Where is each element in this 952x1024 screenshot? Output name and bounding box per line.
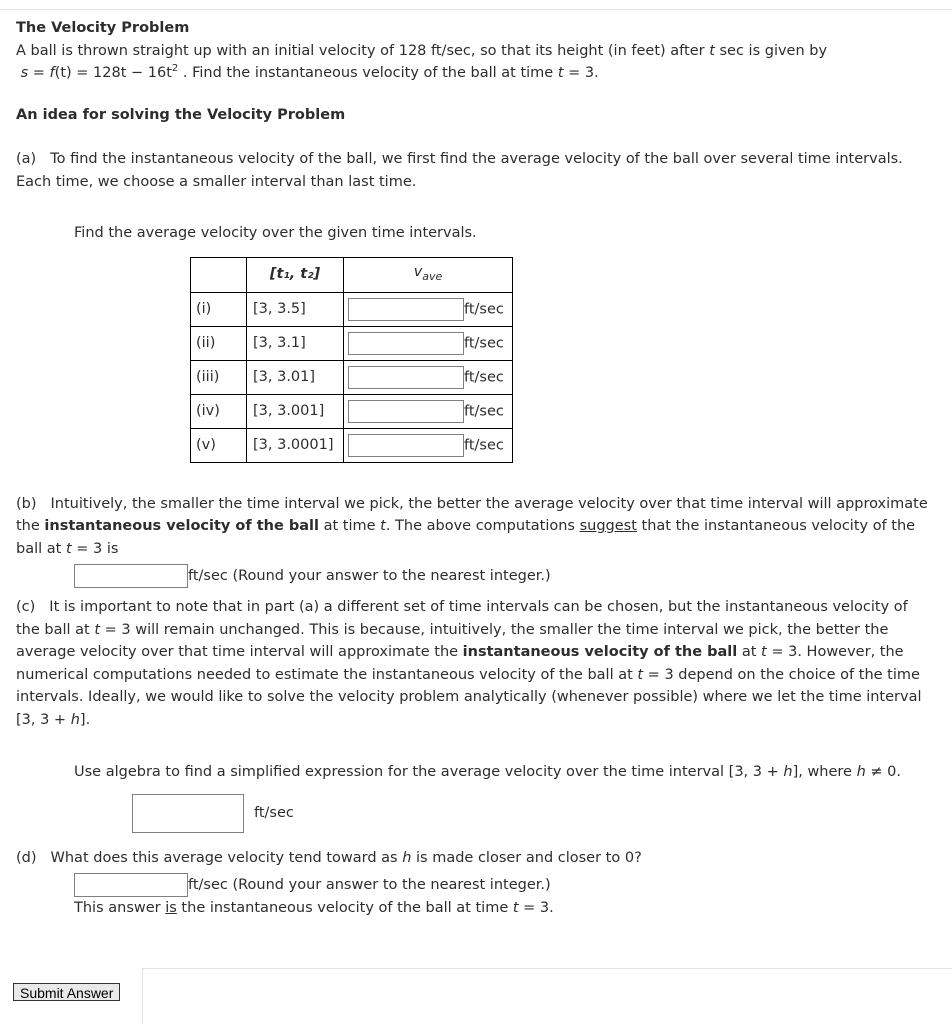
row-answer: ft/sec [344,428,513,462]
row-index: (iii) [191,360,247,394]
table-row [191,360,513,394]
part-b-answer: ft/sec (Round your answer to the nearest integer.) [16,564,936,588]
problem-title: The Velocity Problem [16,20,190,36]
velocity-table [190,257,513,463]
problem-statement: A ball is thrown straight up with an initial velocity of 128 ft/sec, so that its height (in feet) after t sec is given by [16,42,828,59]
header-interval: [t₁, t₂] [247,257,344,292]
part-d-note: This answer is the instantaneous velocity of the ball at time t = 3. [74,900,554,916]
row-interval: [3, 3.1] [247,326,344,360]
header-blank [191,257,247,292]
problem-content [16,17,936,920]
algebra-prompt: Use algebra to find a simplified expression for the average velocity over the time interval [3, 3 + h], where h ≠ 0. [74,764,901,780]
part-d-answer: ft/sec (Round your answer to the nearest integer.) [16,873,936,897]
row-interval: [3, 3.5] [247,292,344,326]
top-divider [0,9,952,10]
row-index: (i) [191,292,247,326]
expression-input[interactable] [132,794,244,833]
row-index: (ii) [191,326,247,360]
row-answer: ft/sec [344,292,513,326]
table-row [191,292,513,326]
idea-heading: An idea for solving the Velocity Problem [16,106,346,123]
submit-area [142,968,952,1024]
row-index: (iv) [191,394,247,428]
answer-input-v[interactable] [348,434,464,457]
part-d-text: (d) What does this average velocity tend toward as h is made closer and closer to 0? [16,849,642,866]
submit-answer-button[interactable]: Submit Answer [13,983,120,1001]
table-row [191,326,513,360]
row-interval: [3, 3.001] [247,394,344,428]
algebra-answer: ft/sec [16,794,936,833]
table-row [191,394,513,428]
instantaneous-velocity-input[interactable] [74,564,188,588]
table-row [191,428,513,462]
row-answer: ft/sec [344,360,513,394]
problem-formula: $s = f(t) = 128t - 16t^2$ . Find the instantaneous velocity of the ball at time t = 3. [20,63,599,81]
row-index: (v) [191,428,247,462]
header-vave: $v_{ave}$ [344,257,513,292]
row-interval: [3, 3.01] [247,360,344,394]
part-a-text: (a) To find the instantaneous velocity of the ball, we first find the average velocity of the ball over several time intervals. Each time, we choose a smaller interval than last time. [16,151,903,190]
part-c-text: (c) It is important to note that in part (a) a different set of time intervals can be chosen, but the instantaneous velocity of the ball at t = 3 will remain unchanged. This is because, intuitively, the smaller the time interval we pick, the better the average velocity over that time interval will approximate the instantaneous velocity of the ball at t = 3. However, the numerical computations needed to estimate the instantaneous velocity of the ball at t = 3 depend on the choice of the time intervals. Ideally, we would like to solve the velocity problem analytically (whenever possible) where we let the time interval [3, 3 + h]. [16,599,922,728]
part-b-text: (b) Intuitively, the smaller the time interval we pick, the better the average velocity over that time interval will approximate the instantaneous velocity of the ball at time t. The above computations suggest that the instantaneous velocity of the ball at t = 3 is [16,495,928,557]
row-answer: ft/sec [344,326,513,360]
answer-input-iii[interactable] [348,366,464,389]
answer-input-iv[interactable] [348,400,464,423]
row-answer: ft/sec [344,394,513,428]
table-header-row [191,257,513,292]
limit-input[interactable] [74,873,188,897]
row-interval: [3, 3.0001] [247,428,344,462]
part-a-prompt: Find the average velocity over the given time intervals. [74,225,477,241]
answer-input-ii[interactable] [348,332,464,355]
answer-input-i[interactable] [348,298,464,321]
